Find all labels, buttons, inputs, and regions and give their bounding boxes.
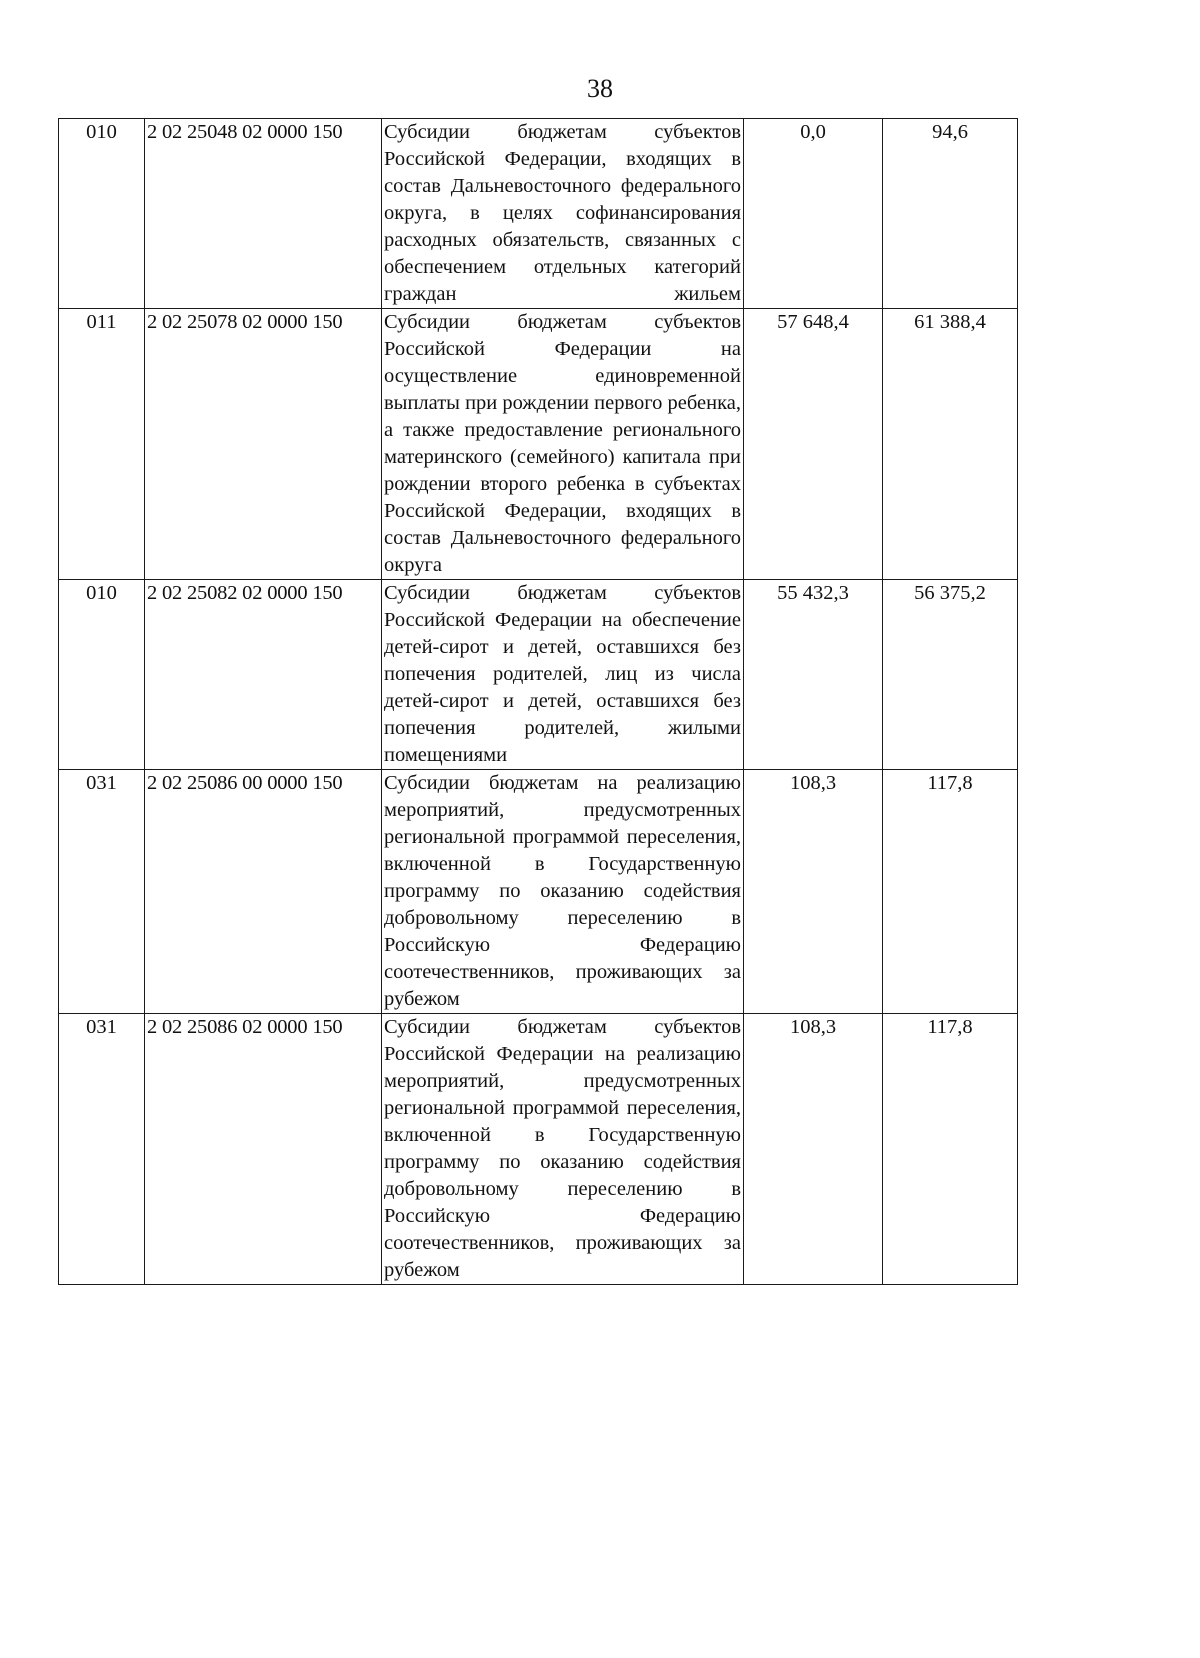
budget-code-cell: 2 02 25086 02 0000 150 [145,1014,382,1285]
amount-first-cell: 108,3 [744,1014,883,1285]
amount-second-cell: 117,8 [883,770,1018,1014]
admin-code-cell: 011 [59,309,145,580]
item-name-cell [382,1014,744,1285]
admin-code-cell: 031 [59,770,145,1014]
amount-second-cell: 94,6 [883,119,1018,309]
item-name-text: Субсидии бюджетам субъектов Российской Федерации на обеспечение детей-сирот и детей, оставшихся без попечения родителей, лиц из числа детей-сирот и детей, оставшихся без попечения родителей, жилыми помещениями [384,582,741,766]
table-row [59,580,1018,770]
admin-code-cell: 031 [59,1014,145,1285]
item-name-cell [382,309,744,580]
budget-revenue-table [58,118,1018,1285]
amount-second-cell: 61 388,4 [883,309,1018,580]
item-name-text: Субсидии бюджетам субъектов Российской Федерации, входящих в состав Дальневосточного федерального округа, в целях софинансирования расходных обязательств, связанных с обеспечением отдельных категорий граждан жильем [384,121,741,305]
amount-first-cell: 108,3 [744,770,883,1014]
budget-code-cell: 2 02 25048 02 0000 150 [145,119,382,309]
budget-code-cell: 2 02 25082 02 0000 150 [145,580,382,770]
item-name-text: Субсидии бюджетам на реализацию мероприятий, предусмотренных региональной программой переселения, включенной в Государственную программу по оказанию содействия добровольному переселению в Российскую Федерацию соотечественников, проживающих за рубежом [384,772,741,1010]
page-number: 38 [587,74,613,103]
item-name-cell [382,119,744,309]
budget-code-cell: 2 02 25086 00 0000 150 [145,770,382,1014]
amount-first-cell: 55 432,3 [744,580,883,770]
table-row [59,119,1018,309]
budget-code-cell: 2 02 25078 02 0000 150 [145,309,382,580]
item-name-cell [382,580,744,770]
item-name-text: Субсидии бюджетам субъектов Российской Федерации на реализацию мероприятий, предусмотренных региональной программой переселения, включенной в Государственную программу по оказанию содействия добровольному переселению в Российскую Федерацию соотечественников, проживающих за рубежом [384,1016,741,1281]
table-row [59,309,1018,580]
amount-second-cell: 56 375,2 [883,580,1018,770]
admin-code-cell: 010 [59,580,145,770]
admin-code-cell: 010 [59,119,145,309]
amount-first-cell: 57 648,4 [744,309,883,580]
table-row [59,770,1018,1014]
item-name-text: Субсидии бюджетам субъектов Российской Федерации на осуществление единовременной выплаты при рождении первого ребенка, а также предоставление регионального материнского (семейного) капитала при рождении второго ребенка в субъектах Российской Федерации, входящих в состав Дальневосточного федерального округа [384,311,741,576]
amount-second-cell: 117,8 [883,1014,1018,1285]
table-row [59,1014,1018,1285]
item-name-cell [382,770,744,1014]
amount-first-cell: 0,0 [744,119,883,309]
